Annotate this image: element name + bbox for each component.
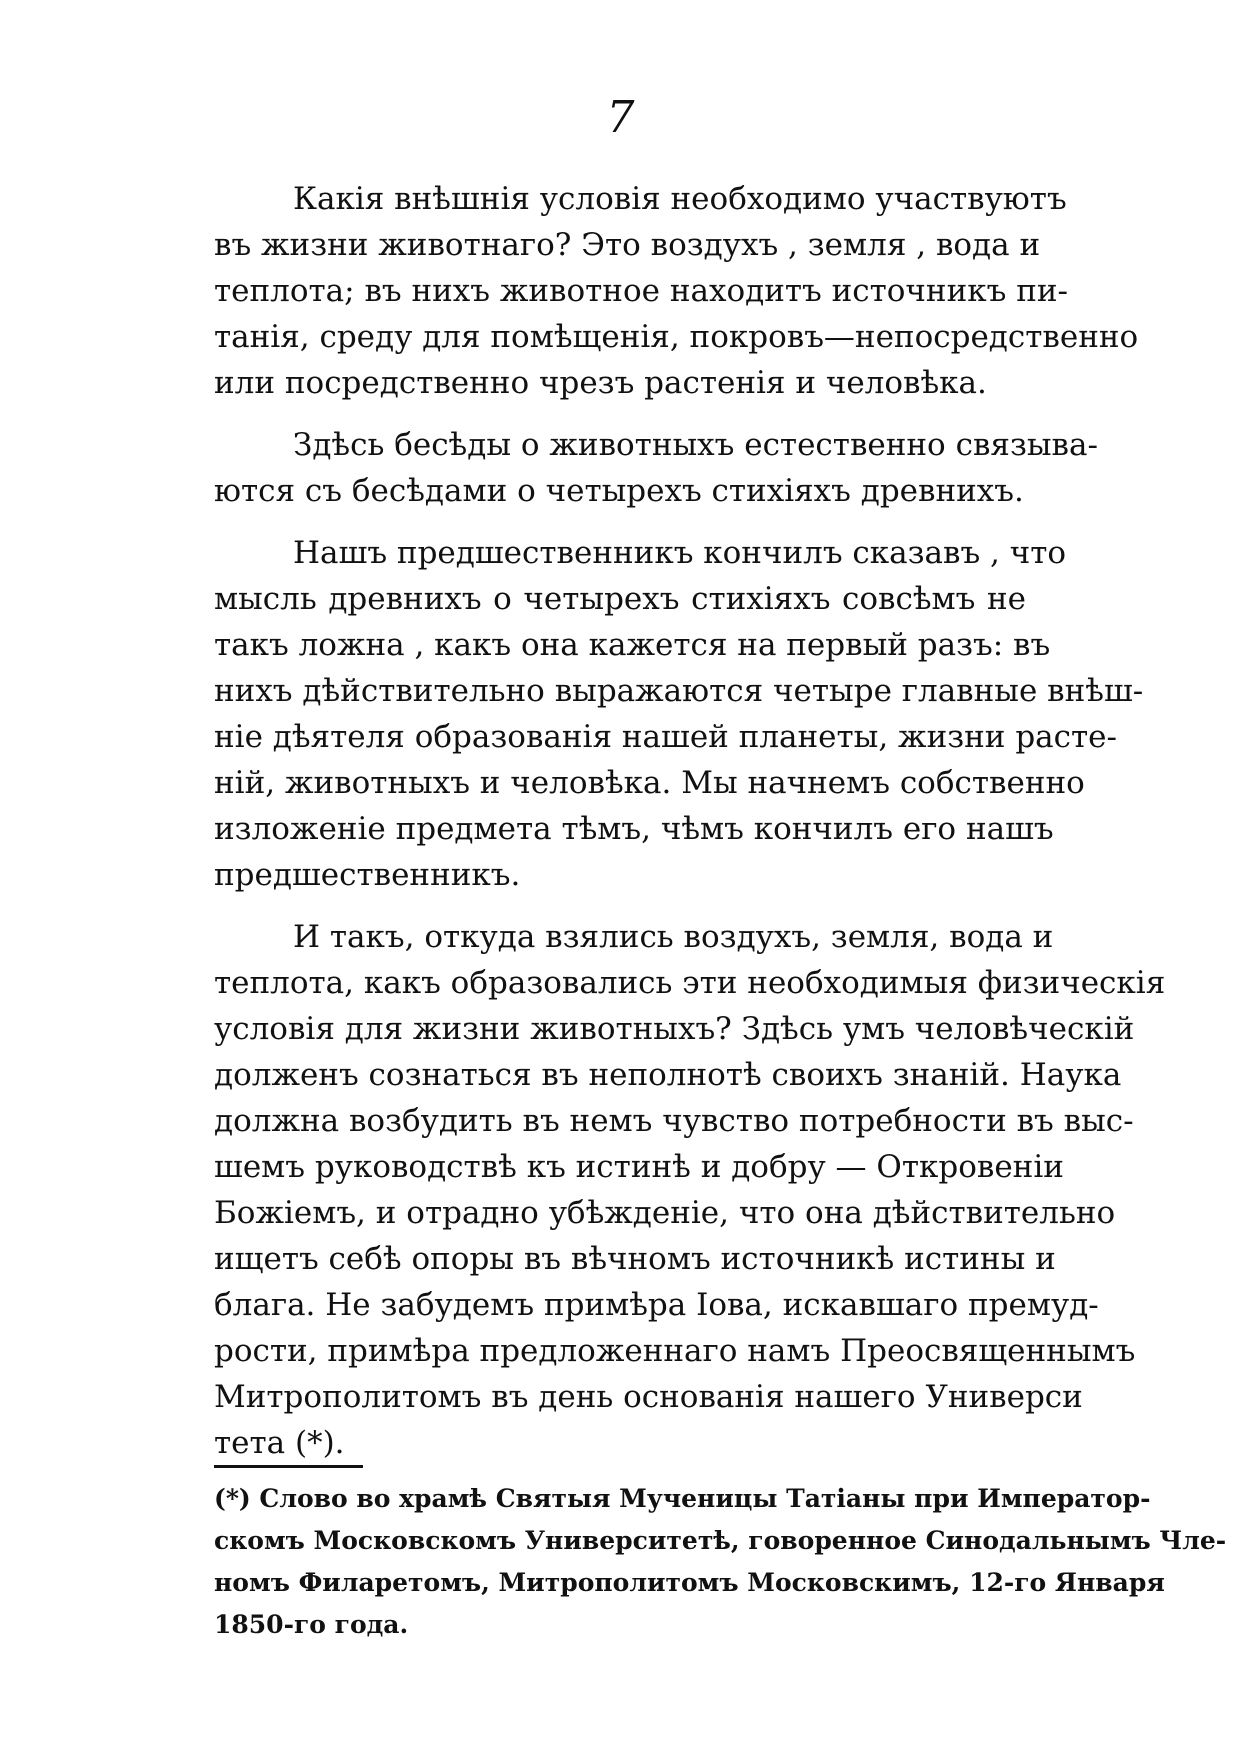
text-line: Митрополитомъ въ день основанія нашего Универси [214,1379,1083,1415]
paragraph-1 [214,176,1139,406]
text-line: долженъ сознаться въ неполнотѣ своихъ знаній. Наука [214,1057,1122,1093]
footnote [214,1478,1227,1646]
text-line: Здѣсь бесѣды о животныхъ естественно связыва- [293,427,1098,463]
text-line: Божіемъ, и отрадно убѣжденіе, что она дѣйствительно [214,1195,1116,1231]
text-line: танія, среду для помѣщенія, покровъ—непосредственно [214,319,1139,355]
text-line: шемъ руководствѣ къ истинѣ и добру — Откровеніи [214,1149,1064,1185]
footnote-divider [214,1465,363,1468]
text-line: Нашъ предшественникъ кончилъ сказавъ , что [293,535,1067,571]
text-line: теплота, какъ образовались эти необходимыя физическія [214,965,1166,1001]
page-number: 7 [606,92,635,143]
text-line: ищетъ себѣ опоры въ вѣчномъ источникѣ истины и [214,1241,1056,1277]
text-line: блага. Не забудемъ примѣра Іова, искавшаго премуд- [214,1287,1099,1323]
text-line: Какія внѣшнія условія необходимо участвуютъ [293,181,1067,217]
text-line: мысль древнихъ о четырехъ стихіяхъ совсѣмъ не [214,581,1026,617]
text-line: теплота; въ нихъ животное находитъ источникъ пи- [214,273,1068,309]
paragraph-4 [214,914,1166,1466]
text-line: нихъ дѣйствительно выражаются четыре главные внѣш- [214,673,1144,709]
text-line: изложеніе предмета тѣмъ, чѣмъ кончилъ его нашъ [214,811,1054,847]
text-line: въ жизни животнаго? Это воздухъ , земля , вода и [214,227,1041,263]
footnote-line: (*) Слово во храмѣ Святыя Мученицы Татіаны при Император- [214,1484,1151,1513]
text-line: И такъ, откуда взялись воздухъ, земля, вода и [293,919,1054,955]
text-line: условія для жизни животныхъ? Здѣсь умъ человѣческій [214,1011,1135,1047]
text-line: ній, животныхъ и человѣка. Мы начнемъ собственно [214,765,1085,801]
text-line: тета (*). [214,1425,345,1461]
text-line: рости, примѣра предложеннаго намъ Преосвященнымъ [214,1333,1136,1369]
footnote-line: скомъ Московскомъ Университетѣ, говоренное Синодальнымъ Чле- [214,1526,1227,1555]
text-line: ются съ бесѣдами о четырехъ стихіяхъ древнихъ. [214,473,1024,509]
text-line: такъ ложна , какъ она кажется на первый разъ: въ [214,627,1051,663]
text-line: должна возбудить въ немъ чувство потребности въ выс- [214,1103,1134,1139]
main-text [214,176,1166,1466]
text-line: ніе дѣятеля образованія нашей планеты, жизни расте- [214,719,1117,755]
footnote-line: номъ Филаретомъ, Митрополитомъ Московскимъ, 12-го Января [214,1568,1165,1597]
text-line: предшественникъ. [214,857,521,893]
footnote-line: 1850-го года. [214,1610,409,1639]
paragraph-3 [214,530,1144,898]
text-line: или посредственно чрезъ растенія и человѣка. [214,365,987,401]
paragraph-2 [214,422,1098,514]
